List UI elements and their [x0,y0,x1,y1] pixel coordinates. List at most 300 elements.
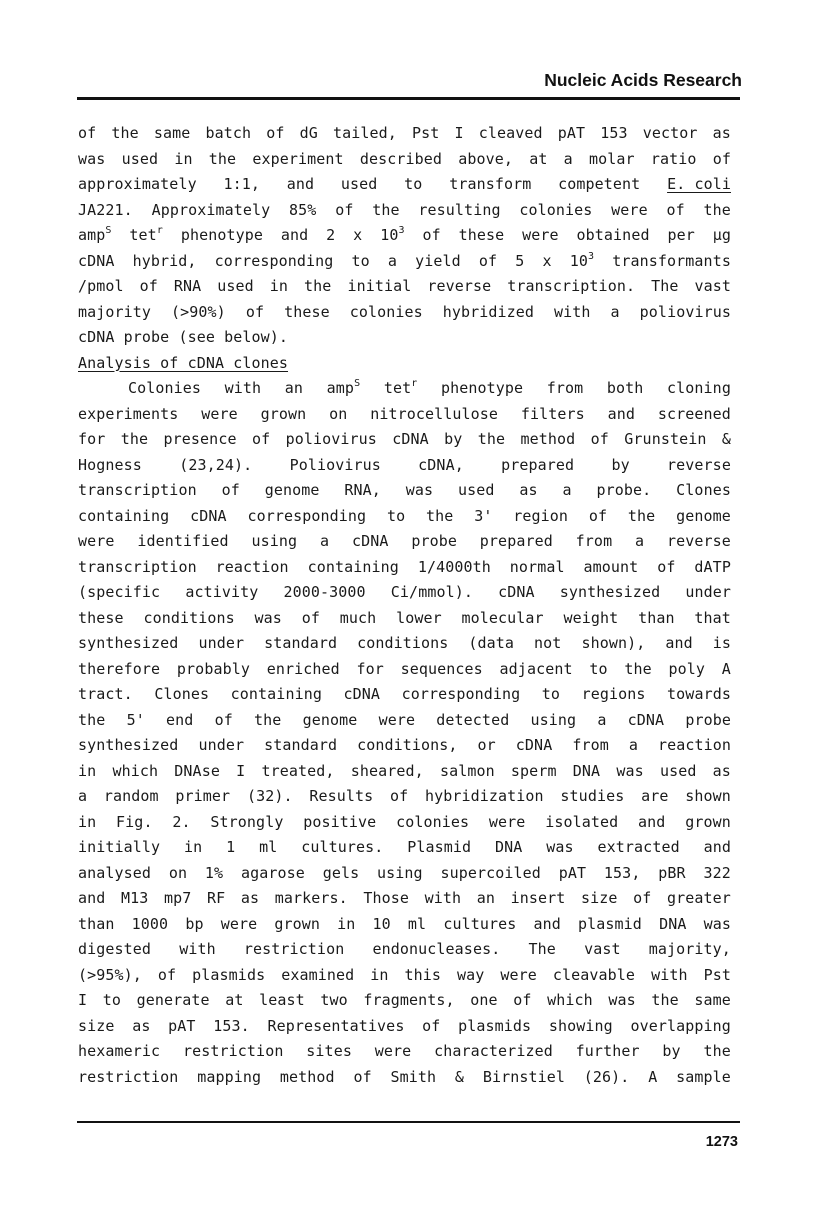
word: with [179,940,216,958]
word: probably [176,659,250,678]
word: showing [548,1016,613,1035]
word: for [356,659,384,678]
word: the [477,430,506,448]
text-line [78,861,731,887]
word: lower [396,608,442,627]
word: cDNA [343,685,381,703]
word: to [589,659,608,678]
word: of [301,608,320,627]
word: generate [136,991,210,1009]
word: of [590,430,609,448]
word: synthesized [78,736,179,754]
word: 1% [204,863,224,882]
word: corresponding [214,251,334,270]
word: in [78,812,97,831]
word: hybridized [442,302,535,321]
word: amount [583,557,639,576]
word: Fig. [116,812,153,831]
word: was [546,838,574,856]
word: Clones [154,685,210,703]
word: insert [510,889,566,907]
word: resulting [418,200,501,219]
word: cultures. [301,838,384,856]
text-line [78,555,731,581]
word: by [444,430,463,448]
word: transcription [78,557,197,576]
word: competent [558,175,641,193]
word: 153. [213,1016,250,1035]
word: probe [411,532,457,550]
word: using [530,710,577,729]
text-line [78,478,731,504]
word: of [245,302,265,321]
word: therefore [78,659,161,678]
word: the [651,991,679,1009]
word: as [712,761,731,780]
word: sites [306,1042,352,1060]
text-line [78,147,731,173]
page-number: 1273 [705,1134,738,1150]
word: were [500,965,537,984]
journal-header: Nucleic Acids Research [544,70,742,90]
word: cloning [667,379,731,397]
word: shown), [581,634,646,652]
word: JA221. [78,200,133,219]
word: transcription. [507,277,636,295]
word: corresponding [401,685,521,703]
word: activity [185,583,259,601]
word: and [280,226,309,244]
word: phenotype [440,379,524,397]
word: pAT [558,863,587,882]
word: µg [712,226,731,244]
word: filters [520,404,585,423]
word: x [353,226,363,244]
text-line [78,937,731,963]
word: and [78,889,106,907]
word: with [554,302,591,321]
word: Pst [411,124,440,142]
word: described [359,149,443,168]
word: of [78,124,97,142]
word: in [269,277,289,295]
word: transcription [78,481,197,499]
word: M13 [121,889,149,907]
text-line [78,402,731,428]
word: were [220,914,258,933]
species-name: E. coli [667,175,731,193]
word: dG [299,124,318,142]
word: primer [175,787,231,805]
word: were [522,226,559,244]
text-line [78,631,731,657]
word: and [703,838,731,856]
word: plasmids [458,1016,532,1035]
word: for [78,430,106,448]
text-line [78,657,731,683]
word: The [528,940,556,958]
word: of [214,710,233,729]
word: sample [676,1067,731,1086]
word: in [174,149,193,168]
word: A [648,1067,658,1086]
word: an [284,379,304,397]
word: of [251,430,271,448]
text-line [78,1014,731,1040]
word: bp [185,914,204,933]
word: Ci/mmol). [390,583,473,601]
word: which [547,991,593,1009]
word: batch [205,124,252,142]
word: 2 [326,226,336,244]
word: DNA [659,914,687,933]
word: mapping [197,1067,262,1086]
word: of [712,149,731,168]
word: (23,24). [179,455,253,474]
text-line [78,835,731,861]
word: pAT [557,124,586,142]
word: under [198,634,245,652]
text-line [78,504,731,530]
word: at [529,149,548,168]
word: prepared [501,455,575,474]
word: sperm [510,761,557,780]
text-line [78,810,731,836]
word: cDNA [515,736,553,754]
word: Approximately [151,200,271,219]
word: were [201,404,238,423]
word: of [221,481,240,499]
word: overlapping [630,1016,731,1035]
word: used [217,277,254,295]
word: 322 [703,863,731,882]
text-line [78,886,731,912]
word: reverse [667,532,731,550]
word: 153, [603,863,641,882]
word: of [657,557,676,576]
word: screened [657,404,731,423]
word: 1 [226,838,236,856]
text-line [78,606,731,632]
word: the [78,710,106,729]
word: end [166,710,194,729]
text-line [78,988,731,1014]
word: (26). [583,1067,630,1086]
word: hybridization [424,787,544,805]
word: a [563,149,573,168]
word: used [458,481,495,499]
word: agarose [240,863,305,882]
word: least [259,991,305,1009]
word: of [478,251,498,270]
word: I [454,124,464,142]
word: cleaved [478,124,543,142]
word: which [112,761,159,780]
word: salmon [439,761,495,780]
word: by [662,1042,681,1060]
word: and [665,634,693,652]
word: fragments, [363,991,455,1009]
word: used [121,149,159,168]
word: to [386,506,406,525]
word: synthesized [559,583,661,601]
word: conditions, [357,736,458,754]
word: and [533,914,561,933]
word: cDNA [190,506,227,525]
word: with [424,889,462,907]
text-line: amp$^S$ tet$^r$ phenotype and 2 x $10^3$ of these were obtained per µg [78,223,731,249]
word: was [616,761,644,780]
word: of [422,1016,441,1035]
word: /pmol [78,277,124,295]
word: $10^3$ [569,250,595,270]
word: plasmids [192,965,266,984]
word: standard [264,634,338,652]
word: approximately [78,175,197,193]
word: 3' [474,506,493,525]
word: at [225,991,244,1009]
word: region [513,506,569,525]
text-line [78,300,731,326]
word: RNA, [344,481,381,499]
footer-rule [77,1121,740,1123]
word: RF [207,889,226,907]
word: I [78,991,88,1009]
word: genome [676,506,731,525]
word: the [254,710,282,729]
word: extracted [597,838,680,856]
word: & [721,430,731,448]
word: regions [581,685,646,703]
word: by [611,455,630,474]
word: treated, [261,761,335,780]
word: and [286,175,315,193]
word: above, [458,149,514,168]
word: (data [468,634,515,652]
text-line [78,784,731,810]
word: experiment [252,149,344,168]
word: positive [303,812,377,831]
word: majority, [648,940,731,958]
word: were [488,812,526,831]
word: the [624,659,652,678]
word: (>90%) [171,302,226,321]
word: the [111,124,139,142]
word: 1000 [131,914,169,933]
word: experiments [78,404,179,423]
word: obtained [576,226,650,244]
word: gels [322,863,360,882]
word: dATP [694,557,731,576]
word: Those [363,889,410,907]
word: a [610,302,620,321]
word: cDNA, [418,455,464,474]
word: from [575,532,613,550]
word: size [580,889,618,907]
word: using [377,863,423,882]
word: sheared, [350,761,424,780]
word: ratio [650,149,697,168]
word: or [477,736,496,754]
word: restriction [78,1067,179,1086]
word: of [389,787,409,805]
word: in [370,965,389,984]
word: DNAse [174,761,220,780]
word: than [78,914,115,933]
word: the [208,149,237,168]
word: presence [163,430,237,448]
word: studies [560,787,625,805]
word: under [198,736,245,754]
word: corresponding [247,506,367,525]
section-heading: Analysis of cDNA clones [78,353,289,372]
word: cultures [443,914,517,933]
word: a [628,736,638,754]
word: enriched [266,659,340,678]
word: genome [302,710,358,729]
word: cDNA [627,710,665,729]
word: reverse [667,455,731,474]
word: Clones [676,481,731,499]
word: ml [259,838,278,856]
word: on [329,404,348,423]
word: that [694,608,731,627]
text-line [78,912,731,938]
word: vector [642,124,698,142]
word: of [422,226,441,244]
word: to [351,251,370,270]
word: to [541,685,561,703]
word: endonucleases. [372,940,501,958]
word: was [608,991,636,1009]
word: (specific [78,583,161,601]
word: pBR [658,863,686,882]
word: of [513,991,532,1009]
word: 1:1, [223,175,260,193]
text-line: cDNA probe (see below). [78,328,289,346]
text-line [78,1039,731,1065]
word: (32). [246,787,293,805]
word: Representatives [267,1016,405,1035]
word: identified [137,532,229,550]
word: these [284,302,330,321]
word: on [168,863,188,882]
word: a [78,787,88,805]
header-rule [77,97,740,100]
word: Poliovirus [289,455,381,474]
word: grown [274,914,321,933]
text-line [78,1090,731,1116]
word: and [607,404,636,423]
word: mp7 [164,889,192,907]
word: from [572,736,609,754]
word: the [426,506,454,525]
word: as [132,1016,151,1035]
word: markers. [274,889,348,907]
word: 1/4000th [417,557,491,576]
word: in [78,761,97,780]
word: cleavable [552,965,636,984]
word: with [224,379,262,397]
word: same [153,124,191,142]
word: cDNA [498,583,535,601]
word: the [627,506,656,525]
word: of [139,277,158,295]
word: 5' [126,710,145,729]
word: much [339,608,377,627]
word: as [519,481,538,499]
word: Pst [703,965,731,984]
word: standard [264,736,338,754]
word: of [633,889,652,907]
word: supercoiled [440,863,541,882]
word: probe [685,710,731,729]
word: hexameric [78,1042,161,1060]
word: were [374,1042,412,1060]
word: used [659,761,697,780]
word: was [703,914,731,933]
word: isolated [545,812,619,831]
word: & [454,1067,465,1086]
word: majority [78,302,152,321]
word: from [546,379,584,397]
word: I [236,761,246,780]
word: reaction [215,557,289,576]
text-line [78,529,731,555]
word: the [372,200,400,219]
text-line: Colonies with an amp$^S$ tet$^r$ phenotype from both cloning [78,376,731,402]
word: using [251,532,298,550]
word: than [638,608,675,627]
word: towards [667,685,731,703]
word: are [641,787,669,805]
word: probe. [596,481,652,499]
word: used [340,175,378,193]
word: both [606,379,644,397]
word: 2. [172,812,191,831]
word: were [378,710,416,729]
text-line [78,453,731,479]
word: was [405,481,434,499]
word: a [387,251,397,270]
word: grown [685,812,731,831]
word: method [520,430,576,448]
word: Birnstiel [482,1067,566,1086]
word: the [304,277,332,295]
word: Smith [390,1067,437,1086]
word: of [157,965,177,984]
word: plasmid [578,914,642,933]
word: as [712,124,731,142]
word: 153 [600,124,628,142]
word: 85% [289,200,317,219]
word: cDNA [351,532,389,550]
word: conditions [357,634,449,652]
word: genome [264,481,320,499]
word: initial [347,277,412,295]
word: restriction [183,1042,284,1060]
word: colonies [396,812,470,831]
word: size [78,1016,115,1035]
word: tailed, [332,124,397,142]
word: cDNA [78,251,115,270]
word: ml [407,914,427,933]
word: of [266,124,285,142]
word: Strongly [210,812,284,831]
word: nitrocellulose [370,404,499,423]
word: the [120,430,149,448]
word: yield [415,251,461,270]
